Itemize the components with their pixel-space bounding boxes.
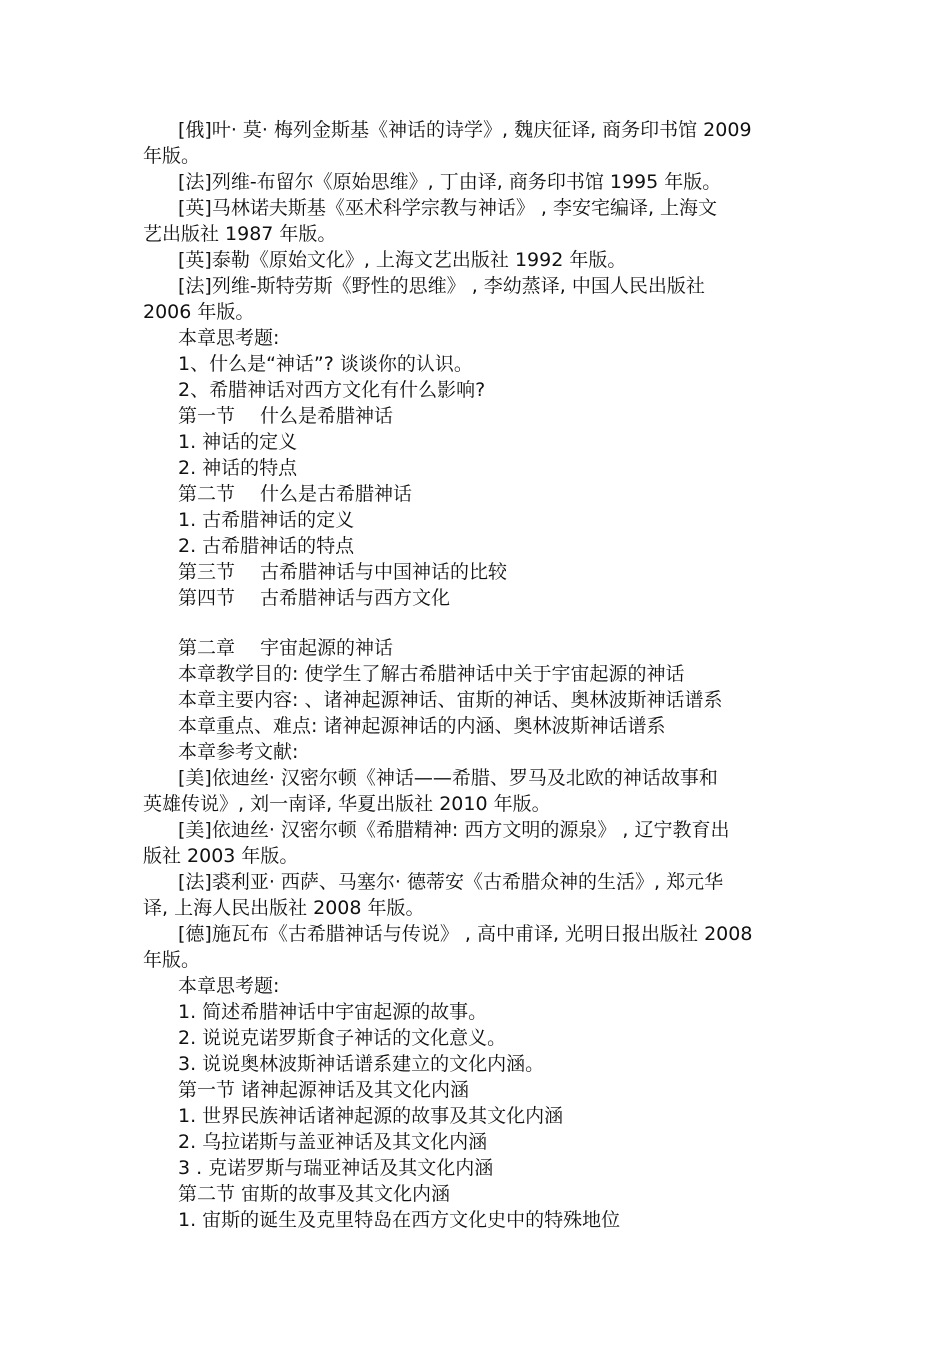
reference-line-cont: 年版。 xyxy=(143,949,201,971)
reference-line: [美]依迪丝· 汉密尔顿《神话——希腊、罗马及北欧的神话故事和 xyxy=(178,767,718,789)
outline-item: 1. 宙斯的诞生及克里特岛在西方文化史中的特殊地位 xyxy=(178,1209,621,1231)
question-item: 3. 说说奥林波斯神话谱系建立的文化内涵。 xyxy=(178,1053,545,1075)
question-item: 1、什么是“神话”? 谈谈你的认识。 xyxy=(178,353,473,375)
outline-item: 2. 神话的特点 xyxy=(178,457,298,479)
subsection-title: 第二节 宙斯的故事及其文化内涵 xyxy=(178,1183,451,1205)
section-heading: 本章思考题: xyxy=(178,975,280,997)
section-heading: 本章思考题: xyxy=(178,327,280,349)
outline-item: 2. 乌拉诺斯与盖亚神话及其文化内涵 xyxy=(178,1131,488,1153)
subsection-title: 第三节 古希腊神话与中国神话的比较 xyxy=(178,561,508,583)
reference-line: [法]裘利亚· 西萨、马塞尔· 德蒂安《古希腊众神的生活》, 郑元华 xyxy=(178,871,724,893)
outline-item: 3 . 克诺罗斯与瑞亚神话及其文化内涵 xyxy=(178,1157,494,1179)
reference-line: [英]马林诺夫斯基《巫术科学宗教与神话》 , 李安宅编译, 上海文 xyxy=(178,197,718,219)
reference-line-cont: 英雄传说》, 刘一南译, 华夏出版社 2010 年版。 xyxy=(143,793,551,815)
chapter-content: 本章主要内容: 、诸神起源神话、宙斯的神话、奥林波斯神话谱系 xyxy=(178,689,723,711)
reference-line: [俄]叶· 莫· 梅列金斯基《神话的诗学》, 魏庆征译, 商务印书馆 2009 xyxy=(178,119,752,141)
outline-item: 2. 古希腊神话的特点 xyxy=(178,535,355,557)
reference-line-cont: 2006 年版。 xyxy=(143,301,255,323)
section-heading: 本章参考文献: xyxy=(178,741,299,763)
question-item: 2. 说说克诺罗斯食子神话的文化意义。 xyxy=(178,1027,507,1049)
reference-line-cont: 版社 2003 年版。 xyxy=(143,845,299,867)
reference-line: [德]施瓦布《古希腊神话与传说》 , 高中甫译, 光明日报出版社 2008 xyxy=(178,923,753,945)
question-item: 2、希腊神话对西方文化有什么影响? xyxy=(178,379,486,401)
chapter-title: 第二章 宇宙起源的神话 xyxy=(178,637,394,659)
outline-item: 1. 神话的定义 xyxy=(178,431,298,453)
reference-line-cont: 译, 上海人民出版社 2008 年版。 xyxy=(143,897,425,919)
chapter-keypoints: 本章重点、难点: 诸神起源神话的内涵、奥林波斯神话谱系 xyxy=(178,715,666,737)
chapter-goal: 本章教学目的: 使学生了解古希腊神话中关于宇宙起源的神话 xyxy=(178,663,685,685)
reference-line-cont: 年版。 xyxy=(143,145,201,167)
subsection-title: 第二节 什么是古希腊神话 xyxy=(178,483,413,505)
subsection-title: 第一节 诸神起源神话及其文化内涵 xyxy=(178,1079,470,1101)
reference-line-cont: 艺出版社 1987 年版。 xyxy=(143,223,337,245)
reference-line: [法]列维-布留尔《原始思维》, 丁由译, 商务印书馆 1995 年版。 xyxy=(178,171,722,193)
reference-line: [美]依迪丝· 汉密尔顿《希腊精神: 西方文明的源泉》 , 辽宁教育出 xyxy=(178,819,730,841)
reference-line: [英]泰勒《原始文化》, 上海文艺出版社 1992 年版。 xyxy=(178,249,627,271)
subsection-title: 第一节 什么是希腊神话 xyxy=(178,405,394,427)
reference-line: [法]列维-斯特劳斯《野性的思维》 , 李幼蒸译, 中国人民出版社 xyxy=(178,275,705,297)
question-item: 1. 简述希腊神话中宇宙起源的故事。 xyxy=(178,1001,488,1023)
outline-item: 1. 世界民族神话诸神起源的故事及其文化内涵 xyxy=(178,1105,564,1127)
outline-item: 1. 古希腊神话的定义 xyxy=(178,509,355,531)
subsection-title: 第四节 古希腊神话与西方文化 xyxy=(178,587,451,609)
